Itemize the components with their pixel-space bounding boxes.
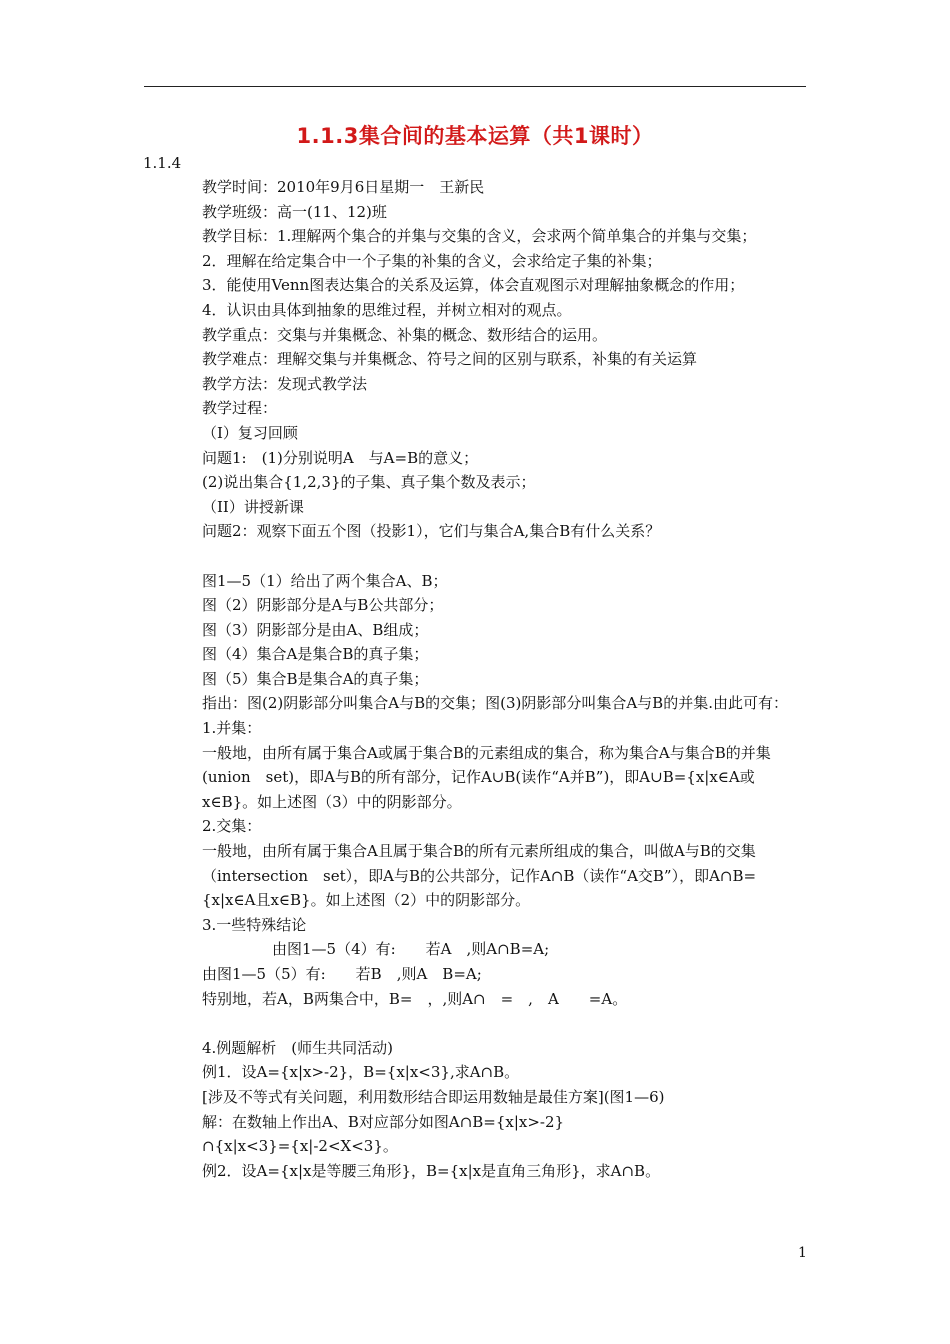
key-points-line: 教学重点：交集与并集概念、补集的概念、数形结合的运用。 [202,325,608,344]
union-heading: 1.并集： [202,719,262,738]
question-1: 问题1: (1)分别说明A 与A=B的意义； [202,448,479,467]
figure-note-4: 图（4）集合A是集合B的真子集； [202,645,429,664]
figure-note-3: 图（3）阴影部分是由A、B组成； [202,620,429,639]
goal-item-2: 2．理解在给定集合中一个子集的补集的含义，会求给定子集的补集； [202,251,662,270]
page-number: 1 [798,1245,807,1261]
question-2: 问题2：观察下面五个图（投影1），它们与集合A,集合B有什么关系？ [202,522,661,541]
teaching-goal-line: 教学目标：1.理解两个集合的并集与交集的含义，会求两个简单集合的并集与交集； [202,227,757,246]
teaching-time-line: 教学时间：2010年9月6日星期一 王新民 [202,178,485,196]
process-heading: 教学过程： [202,399,278,418]
question-1-part-2: (2)说出集合{1,2,3}的子集、真子集个数及表示； [202,473,536,492]
teaching-class-line: 教学班级：高一(11、12)班 [202,202,387,221]
conclusion-3: 特别地，若A，B两集合中，B= ，,则A∩ = , A =A。 [202,989,628,1008]
examples-heading: 4.例题解析 (师生共同活动) [202,1038,394,1057]
special-conclusions-heading: 3.一些特殊结论 [202,915,307,934]
goal-item-3: 3．能使用Venn图表达集合的关系及运算，体会直观图示对理解抽象概念的作用； [202,276,745,295]
union-definition: 一般地，由所有属于集合A或属于集合B的元素组成的集合，称为集合A与集合B的并集(union set)，即A与B的所有部分，记作A∪B(读作“A并B”)，即A∪B={x|x∈A或x∈B}。如上述图（3）中的阴影部分。 [202,743,771,811]
section-number: 1.1.4 [143,154,182,172]
example-1-note: [涉及不等式有关问题，利用数形结合即运用数轴是最佳方案](图1—6) [202,1087,665,1106]
blank-line [202,544,807,569]
difficulties-line: 教学难点：理解交集与并集概念、符号之间的区别与联系，补集的有关运算 [202,350,698,369]
figure-note-5: 图（5）集合B是集合A的真子集； [202,669,429,688]
method-line: 教学方法：发现式教学法 [202,374,368,393]
conclusion-1: 由图1—5（4）有: 若A ,则A∩B=A; [272,940,550,959]
review-heading: （I）复习回顾 [202,423,298,442]
example-1-solution-cont: ∩{x|x<3}={x|-2<X<3}。 [202,1137,398,1156]
example-1-solution: 解：在数轴上作出A、B对应部分如图A∩B={x|x>-2} [202,1112,565,1131]
conclusion-2: 由图1—5（5）有: 若B ,则A B=A; [202,965,482,983]
blank-line [202,1011,807,1036]
point-out-paragraph: 指出：图(2)阴影部分叫集合A与B的交集；图(3)阴影部分叫集合A与B的并集.由此可有： [202,694,788,713]
intersection-heading: 2.交集： [202,817,262,836]
goal-item-4: 4．认识由具体到抽象的思维过程，并树立相对的观点。 [202,300,572,319]
example-2: 例2．设A={x|x是等腰三角形}，B={x|x是直角三角形}，求A∩B。 [202,1161,661,1180]
document-body [202,175,807,1183]
intersection-definition: 一般地，由所有属于集合A且属于集合B的所有元素所组成的集合，叫做A与B的交集（intersection set），即A与B的公共部分，记作A∩B（读作“A交B”），即A∩B={x|x∈A且x∈B}。如上述图（2）中的阴影部分。 [202,842,757,910]
figure-note-2: 图（2）阴影部分是A与B公共部分； [202,596,444,615]
example-1: 例1．设A={x|x>-2}，B={x|x<3},求A∩B。 [202,1063,520,1082]
new-lesson-heading: （II）讲授新课 [202,497,304,516]
document-title: 1.1.3集合间的基本运算（共1课时） [296,124,654,148]
header-rule [144,86,806,87]
figure-note-1: 图1—5（1）给出了两个集合A、B； [202,571,448,590]
